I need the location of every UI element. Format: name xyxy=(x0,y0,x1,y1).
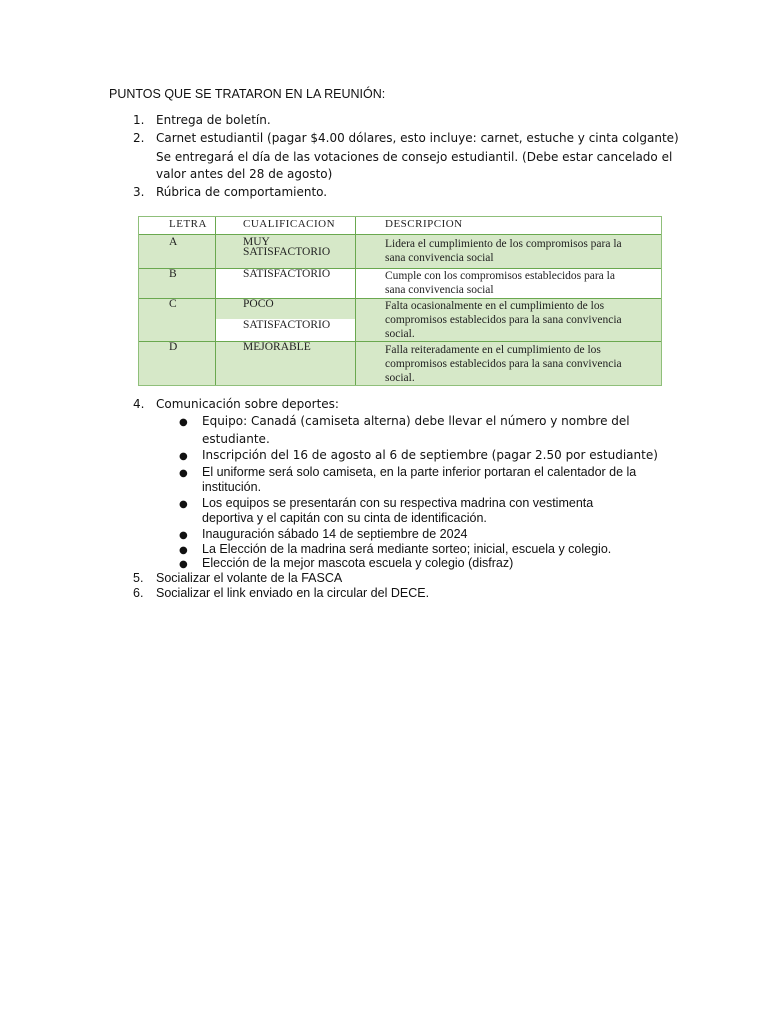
row-d-desc-3: social. xyxy=(385,372,415,384)
item-text-line-3: valor antes del 28 de agosto) xyxy=(156,167,333,181)
row-c-desc-1: Falta ocasionalmente en el cumplimiento de los xyxy=(385,300,605,312)
header-cualificacion: CUALIFICACION xyxy=(243,218,336,230)
bullet-icon: ● xyxy=(179,559,188,570)
header-letra: LETRA xyxy=(169,218,207,230)
row-d-qual-1: MEJORABLE xyxy=(243,341,311,353)
bullet-text-line-1: Equipo: Canadá (camiseta alterna) debe llevar el número y nombre del xyxy=(202,414,630,428)
bullet-text: Elección de la mejor mascota escuela y colegio (disfraz) xyxy=(202,556,514,570)
column-divider xyxy=(215,217,216,385)
item-text: Rúbrica de comportamiento. xyxy=(156,185,328,199)
item-text: Socializar el link enviado en la circular del DECE. xyxy=(156,586,430,600)
row-c-letter: C xyxy=(169,298,177,310)
bullet-icon: ● xyxy=(179,417,188,428)
row-b-letter: B xyxy=(169,268,177,280)
page-heading: PUNTOS QUE SE TRATARON EN LA REUNIÓN: xyxy=(109,87,386,101)
bullet-icon: ● xyxy=(179,499,188,510)
item-text: Comunicación sobre deportes: xyxy=(156,397,339,411)
row-c-desc-2: compromisos establecidos para la sana convivencia xyxy=(385,314,622,326)
row-b-desc-2: sana convivencia social xyxy=(385,284,494,296)
item-text: Entrega de boletín. xyxy=(156,113,271,127)
bullet-text: La Elección de la madrina será mediante sorteo; inicial, escuela y colegio. xyxy=(202,542,612,556)
item-number: 1. xyxy=(133,113,145,127)
item-text-line-1: Carnet estudiantil (pagar $4.00 dólares, esto incluye: carnet, estuche y cinta colgante) xyxy=(156,131,679,145)
item-number: 4. xyxy=(133,397,145,411)
item-number: 6. xyxy=(133,586,144,600)
item-text-line-2: Se entregará el día de las votaciones de consejo estudiantil. (Debe estar cancelado el xyxy=(156,150,673,164)
bullet-text-line-2: estudiante. xyxy=(202,432,270,446)
bullet-text: Inauguración sábado 14 de septiembre de 2024 xyxy=(202,527,468,541)
header-descripcion: DESCRIPCION xyxy=(385,218,463,230)
row-c-desc-3: social. xyxy=(385,328,415,340)
row-d-letter: D xyxy=(169,341,178,353)
bullet-icon: ● xyxy=(179,468,188,479)
item-number: 5. xyxy=(133,571,144,585)
behavior-rubric-table xyxy=(138,216,662,386)
row-a-letter: A xyxy=(169,236,178,248)
bullet-text-line-2: deportiva y el capitán con su cinta de identificación. xyxy=(202,511,487,525)
bullet-icon: ● xyxy=(179,451,188,462)
bullet-text-line-2: institución. xyxy=(202,480,262,494)
row-a-desc-2: sana convivencia social xyxy=(385,252,494,264)
item-text: Socializar el volante de la FASCA xyxy=(156,571,343,585)
bullet-text-line-1: Los equipos se presentarán con su respectiva madrina con vestimenta xyxy=(202,496,594,510)
header-divider xyxy=(139,234,661,235)
item-number: 3. xyxy=(133,185,145,199)
row-d-desc-1: Falla reiteradamente en el cumplimiento de los xyxy=(385,344,601,356)
row-c-qual-1: POCO xyxy=(243,298,274,310)
bullet-text: Inscripción del 16 de agosto al 6 de septiembre (pagar 2.50 por estudiante) xyxy=(202,448,658,462)
row-band-c-letter xyxy=(139,319,215,341)
row-band-b-letter xyxy=(139,269,215,299)
row-b-qual-1: SATISFACTORIO xyxy=(243,268,331,280)
bullet-text-line-1: El uniforme será solo camiseta, en la parte inferior portaran el calentador de la xyxy=(202,465,637,479)
row-d-desc-2: compromisos establecidos para la sana convivencia xyxy=(385,358,622,370)
row-divider xyxy=(139,298,661,299)
item-number: 2. xyxy=(133,131,145,145)
row-a-desc-1: Lidera el cumplimiento de los compromisos para la xyxy=(385,238,622,250)
row-b-desc-1: Cumple con los compromisos establecidos para la xyxy=(385,270,615,282)
row-divider xyxy=(139,268,661,269)
bullet-icon: ● xyxy=(179,545,188,556)
row-a-qual-1: MUY xyxy=(243,236,270,248)
row-c-qual-2: SATISFACTORIO xyxy=(243,319,331,331)
bullet-icon: ● xyxy=(179,530,188,541)
column-divider xyxy=(355,217,356,385)
row-a-qual-2: SATISFACTORIO xyxy=(243,246,331,258)
